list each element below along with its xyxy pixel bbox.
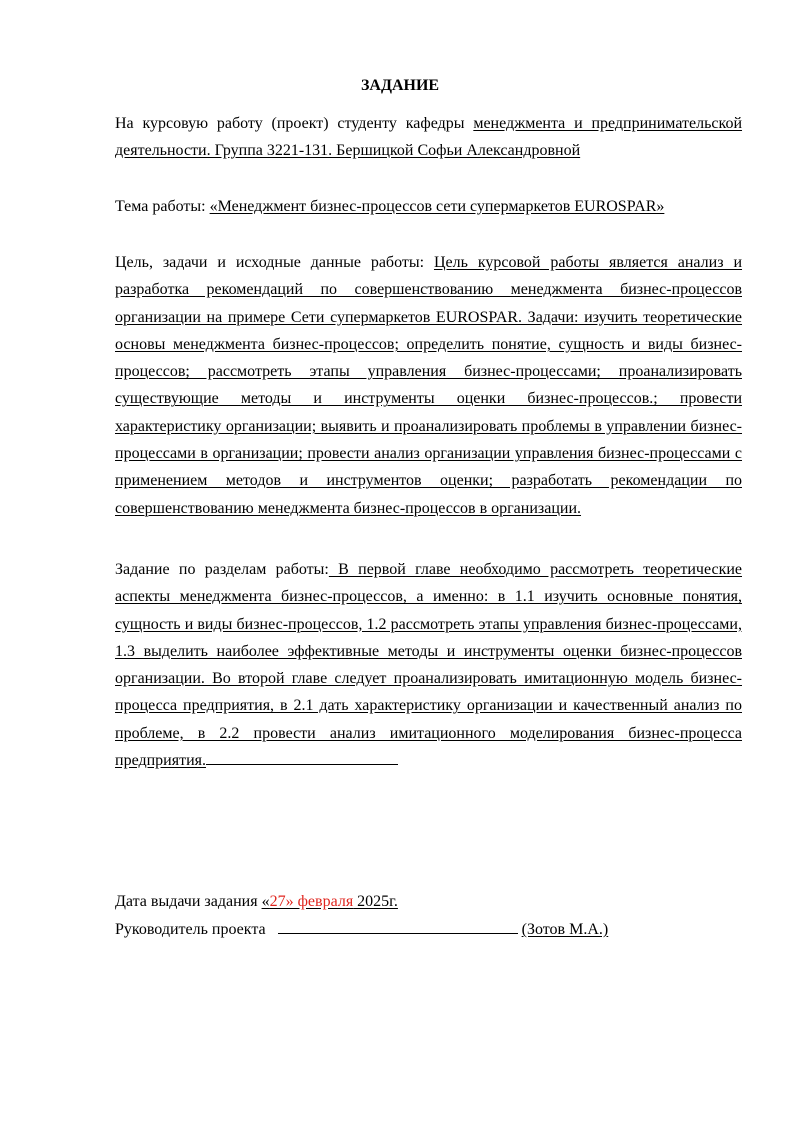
page-title: ЗАДАНИЕ (360, 77, 440, 94)
assignment-label: На курсовую работу (проект) студенту кафедры (115, 115, 474, 132)
issue-date-label: Дата выдачи задания (115, 893, 262, 910)
supervisor-name: (Зотов М.А.) (521, 921, 609, 938)
sections-value: В первой главе необходимо рассмотреть теоретические аспекты менеджмента бизнес-процессов, а именно: в 1.1 изучить основные понятия, сущность и виды бизнес-процессов, 1.2 рассмотреть этапы управления бизнес-процессами, 1.3 выделить наиболее эффективные методы и инструменты оценки бизнес-процессов организации. Во второй главе следует проанализировать имитационную модель бизнес-процесса предприятия, в 2.1 дать характеристику организации и качественный анализ по проблеме, в 2.2 провести анализ имитационного моделирования бизнес-процесса предприятия. (115, 561, 742, 770)
supervisor-label: Руководитель проекта (115, 921, 266, 938)
sections-paragraph (115, 556, 742, 774)
goals-value: Цель курсовой работы является анализ и разработка рекомендаций по совершенствованию менеджмента бизнес-процессов организации на примере Сети супермаркетов EUROSPAR. Задачи: изучить теоретические основы менеджмента бизнес-процессов; определить понятие, сущность и виды бизнес-процессов; рассмотреть этапы управления бизнес-процессами; проанализировать существующие методы и инструменты оценки бизнес-процессов.; провести характеристику организации; выявить и проанализировать проблемы в управлении бизнес-процессами в организации; провести анализ организации управления бизнес-процессами с применением методов и инструментов оценки; разработать рекомендации по совершенствованию менеджмента бизнес-процессов в организации. (115, 254, 743, 517)
issue-date-open-quote: « (261, 893, 270, 910)
fill-line (206, 750, 398, 765)
topic-value: «Менеджмент бизнес-процессов сети супермаркетов EUROSPAR» (209, 198, 665, 215)
goals-paragraph (115, 249, 742, 522)
issue-date-value (262, 893, 398, 910)
assignment-paragraph (115, 110, 742, 165)
sections-label: Задание по разделам работы: (115, 561, 329, 578)
topic-label: Тема работы: (115, 198, 210, 215)
assignment-value: менеджмента и предпринимательской деятельности. Группа 3221-131. Бершицкой Софьи Александровной (115, 115, 743, 160)
signature-line (278, 919, 518, 934)
goals-label: Цель, задачи и исходные данные работы: (115, 254, 434, 271)
topic-paragraph (115, 193, 742, 220)
issue-date-day-month: 27» февраля (269, 893, 354, 910)
issue-date-year: 2025г. (353, 893, 398, 910)
issue-date-line (115, 890, 398, 914)
supervisor-line (115, 918, 608, 942)
